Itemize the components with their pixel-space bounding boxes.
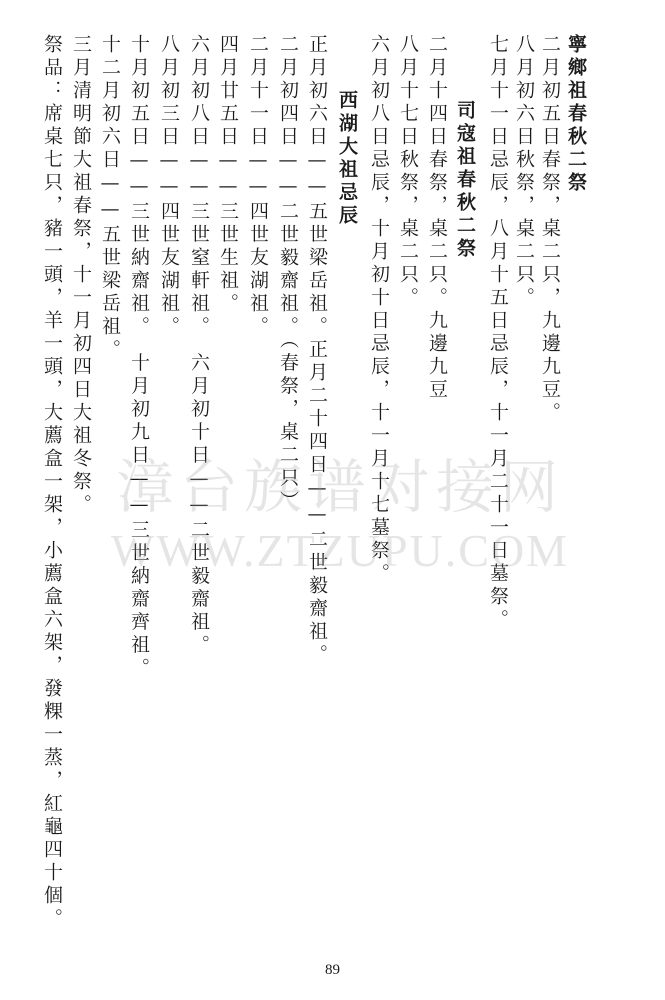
watermark-title: 漳台族谱对接网 (115, 453, 564, 521)
text-column: 八月初六日秋祭，桌二只。 (513, 34, 535, 310)
text-column: 八月十七日秋祭，桌二只。 (397, 34, 419, 310)
section-heading-sikou: 司寇祖春秋二祭 (454, 100, 476, 261)
text-column: 六月初八日忌辰，十月初十日忌辰，十一月十七墓祭。 (368, 34, 390, 586)
section-heading-ningxiang: 寧鄉祖春秋二祭 (565, 34, 587, 195)
section-heading-xihu: 西湖大祖忌辰 (336, 90, 358, 228)
text-column: 十二月初六日——五世梁岳祖。 (99, 34, 121, 362)
text-column: 二月十一日——四世友湖祖。 (247, 34, 269, 339)
text-column: 六月初八日——三世窒軒祖。 六月初十日——二世毅齋祖。 (188, 34, 210, 658)
text-column: 二月初四日——二世毅齋祖。（春祭，桌二只） (277, 34, 299, 514)
text-column: 正月初六日——五世梁岳祖。正月二十四日——二世毅齋祖。 (306, 34, 328, 667)
text-column: 八月初三日——四世友湖祖。 (158, 34, 180, 339)
page-number: 89 (325, 962, 340, 978)
text-column: 二月十四日春祭，桌二只。九邊九豆 (426, 34, 448, 402)
watermark-url: WWW.ZTZUPU.COM (110, 525, 570, 576)
text-column: 十月初五日——三世納齋祖。 十月初九日——三世納齋齊祖。 (128, 34, 150, 681)
text-column: 祭品：席桌七只，豬一頭，羊一頭，大薦盒一架，小薦盒六架，發粿一蒸，紅龜四十個。 (41, 34, 63, 931)
text-column: 二月初五日春祭，桌二只，九邊九豆。 (539, 34, 561, 425)
text-column: 七月十一日忌辰，八月十五日忌辰，十一月二十一日墓祭。 (487, 34, 509, 632)
text-column: 三月清明節大祖春祭，十一月初四日大祖冬祭。 (70, 34, 92, 517)
text-column: 四月廿五日——三世生祖。 (217, 34, 239, 316)
